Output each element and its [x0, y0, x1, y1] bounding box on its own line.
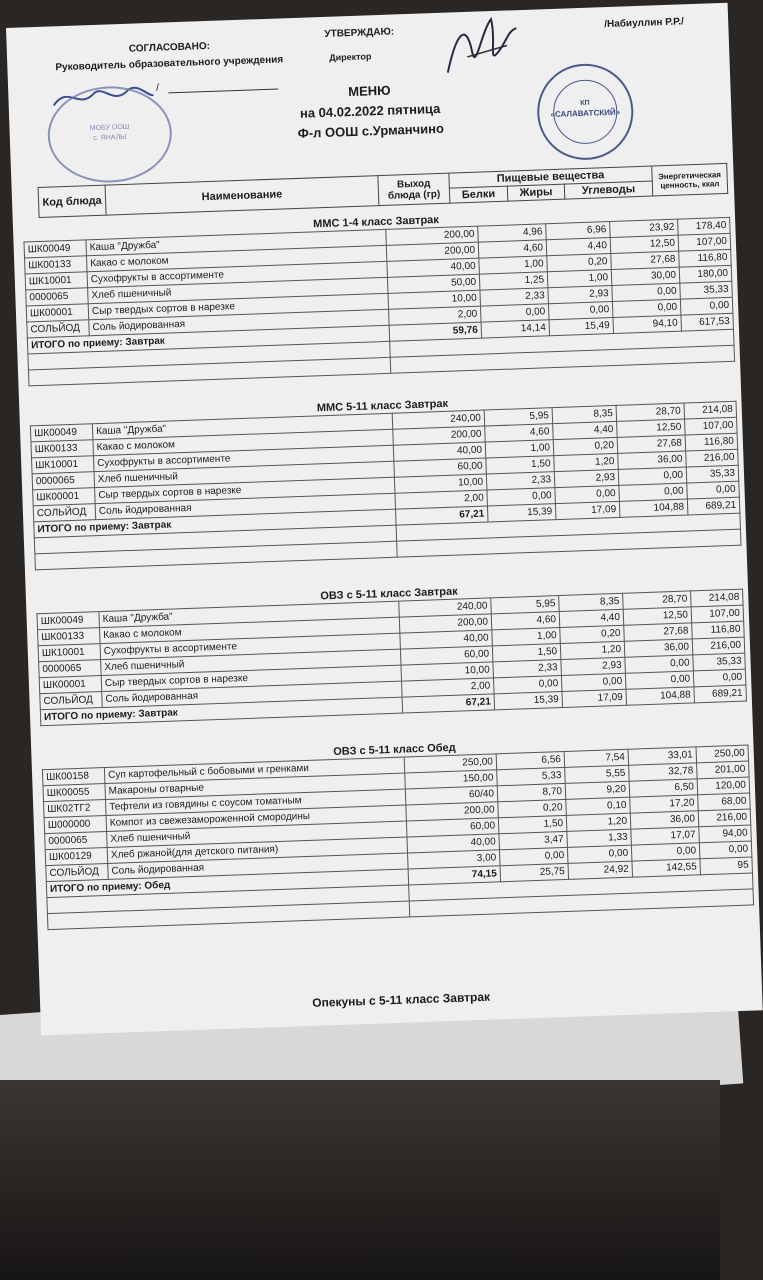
- menu-table: [23, 217, 735, 387]
- dish-code: ШК00001: [26, 304, 89, 322]
- dish-name: Сухофрукты в ассортименте: [100, 633, 400, 659]
- total-out: 67,21: [402, 694, 495, 713]
- dish-energy: 94,00: [699, 825, 752, 843]
- dish-output: 40,00: [393, 442, 486, 461]
- dish-code: ШК10001: [38, 644, 101, 662]
- dish-code: ШК00049: [30, 424, 93, 442]
- dish-code: ШК00049: [24, 240, 87, 258]
- dish-energy: 35,33: [686, 465, 739, 483]
- dish-energy: 68,00: [698, 793, 751, 811]
- dish-fat: 4,40: [559, 609, 624, 627]
- approve-label: УТВЕРЖДАЮ:: [324, 26, 395, 40]
- dish-carbs: 12,50: [610, 235, 679, 253]
- dish-fat: 1,20: [554, 453, 619, 471]
- dish-code: ШК00133: [38, 628, 101, 646]
- dish-carbs: 12,50: [617, 419, 686, 437]
- dish-name: Соль йодированная: [102, 681, 402, 707]
- dish-name: Компот из свежезамороженной смородины: [106, 805, 406, 831]
- dish-protein: 3,47: [499, 831, 568, 849]
- dish-fat: 0,00: [561, 673, 626, 691]
- dish-output: 60,00: [406, 818, 499, 837]
- dish-protein: 2,33: [493, 660, 562, 678]
- total-e: 95: [700, 857, 753, 875]
- col-energy: Энергетическая ценность, ккал: [652, 163, 728, 196]
- dish-output: 40,00: [400, 630, 493, 649]
- total-c: 142,55: [632, 859, 701, 877]
- dish-protein: 5,33: [497, 767, 566, 785]
- dish-output: 40,00: [407, 834, 500, 853]
- stamp-text-1: КП: [580, 99, 590, 108]
- col-protein: Белки: [449, 186, 507, 203]
- dish-energy: 250,00: [696, 745, 749, 763]
- dish-carbs: 0,00: [625, 655, 694, 673]
- dish-protein: 0,00: [480, 304, 549, 322]
- dish-code: 0000065: [32, 472, 95, 490]
- menu-table: [30, 401, 742, 571]
- dish-protein: 0,00: [487, 488, 556, 506]
- dish-carbs: 0,00: [612, 283, 681, 301]
- dish-fat: 0,00: [555, 485, 620, 503]
- dish-protein: 2,33: [486, 472, 555, 490]
- dish-carbs: 32,78: [629, 763, 698, 781]
- dish-output: 200,00: [399, 614, 492, 633]
- dish-fat: 1,20: [566, 813, 631, 831]
- school-stamp-text-2: с. ЯНАЛЫ: [93, 133, 127, 143]
- col-fat: Жиры: [507, 184, 565, 201]
- dish-protein: 0,00: [493, 676, 562, 694]
- dish-output: 10,00: [401, 662, 494, 681]
- dish-protein: 5,95: [484, 408, 553, 426]
- menu-section: [23, 203, 734, 387]
- dish-carbs: 28,70: [623, 591, 692, 609]
- total-p: 15,39: [487, 504, 556, 522]
- dish-name: Хлеб ржаной(для детского питания): [107, 837, 407, 863]
- dish-carbs: 6,50: [629, 779, 698, 797]
- dish-code: ШК10001: [32, 456, 95, 474]
- dish-carbs: 27,68: [617, 435, 686, 453]
- dish-output: 250,00: [404, 754, 497, 773]
- dish-code: ШК00158: [42, 768, 105, 786]
- menu-table: [42, 745, 754, 931]
- dish-protein: 1,50: [498, 815, 567, 833]
- dish-energy: 0,00: [699, 841, 752, 859]
- dish-fat: 2,93: [554, 469, 619, 487]
- dish-energy: 178,40: [678, 217, 731, 235]
- dish-name: Тефтели из говядины с соусом томатным: [105, 789, 405, 815]
- dish-protein: 1,25: [479, 272, 548, 290]
- dish-energy: 0,00: [680, 297, 733, 315]
- dish-fat: 4,40: [553, 421, 618, 439]
- dish-output: 60,00: [394, 458, 487, 477]
- page-title: МЕНЮ: [348, 82, 391, 100]
- dish-protein: 0,00: [499, 847, 568, 865]
- dish-name: Хлеб пшеничный: [101, 649, 401, 675]
- dish-carbs: 0,00: [619, 483, 688, 501]
- dish-protein: 1,50: [492, 644, 561, 662]
- dish-code: ШК02ТГ2: [44, 799, 107, 817]
- menu-section: [29, 387, 740, 571]
- dish-code: 0000065: [39, 660, 102, 678]
- dish-energy: 180,00: [679, 265, 732, 283]
- dish-fat: 1,00: [547, 270, 612, 288]
- dish-carbs: 27,68: [611, 251, 680, 269]
- section-title: ММС 5-11 класс Завтрак: [316, 397, 449, 415]
- dish-carbs: 0,00: [631, 843, 700, 861]
- dish-energy: 0,00: [693, 669, 746, 687]
- dish-code: 0000065: [26, 288, 89, 306]
- total-label: ИТОГО по приему: Завтрак: [27, 325, 389, 354]
- col-name: Наименование: [105, 176, 379, 216]
- dish-output: 150,00: [405, 770, 498, 789]
- dish-code: ШК00129: [45, 847, 108, 865]
- dish-fat: 0,00: [548, 302, 613, 320]
- dish-name: Соль йодированная: [89, 309, 389, 335]
- total-f: 24,92: [568, 861, 633, 879]
- dish-output: 10,00: [394, 474, 487, 493]
- dish-name: Хлеб пшеничный: [88, 277, 388, 303]
- col-output: Выход блюда (гр): [378, 173, 450, 205]
- dish-output: 60,00: [400, 646, 493, 665]
- dish-energy: 35,33: [693, 653, 746, 671]
- dish-protein: 4,60: [478, 240, 547, 258]
- dish-protein: 5,95: [491, 596, 560, 614]
- dish-carbs: 0,00: [612, 299, 681, 317]
- dish-fat: 5,55: [565, 765, 630, 783]
- dish-protein: 8,70: [497, 783, 566, 801]
- dish-fat: 2,93: [561, 657, 626, 675]
- dish-output: 2,00: [395, 490, 488, 509]
- school-name: Ф-л ООШ с.Урманчино: [297, 120, 445, 141]
- dish-fat: 9,20: [565, 781, 630, 799]
- dish-protein: 1,00: [479, 256, 548, 274]
- total-c: 104,88: [619, 499, 688, 517]
- sig-slash: /: [156, 82, 160, 94]
- dish-energy: 35,33: [680, 281, 733, 299]
- dish-energy: 120,00: [697, 777, 750, 795]
- dish-name: Суп картофельный с бобовыми и гренками: [104, 757, 404, 783]
- total-f: 15,49: [549, 317, 614, 335]
- dish-name: Какао с молоком: [87, 245, 387, 271]
- total-p: 15,39: [494, 692, 563, 710]
- dish-carbs: 12,50: [623, 607, 692, 625]
- section-title: ОВЗ с 5-11 класс Завтрак: [320, 585, 458, 603]
- dish-output: 2,00: [389, 306, 482, 325]
- dish-output: 200,00: [386, 242, 479, 261]
- dish-output: 200,00: [393, 426, 486, 445]
- dish-fat: 6,96: [546, 222, 611, 240]
- dish-energy: 116,80: [692, 621, 745, 639]
- dish-code: ШК00049: [37, 612, 100, 630]
- dish-code: ШК00133: [25, 256, 88, 274]
- dish-name: Хлеб пшеничный: [107, 821, 407, 847]
- dish-carbs: 17,07: [631, 827, 700, 845]
- dish-fat: 8,35: [552, 405, 617, 423]
- dish-fat: 2,93: [548, 286, 613, 304]
- dish-protein: 1,00: [492, 628, 561, 646]
- dish-energy: 214,08: [684, 401, 737, 419]
- dish-fat: 1,20: [560, 641, 625, 659]
- section-title: ОВЗ с 5-11 класс Обед: [333, 741, 456, 759]
- menu-date: на 04.02.2022 пятница: [299, 100, 441, 121]
- total-p: 25,75: [500, 863, 569, 881]
- total-out: 59,76: [389, 322, 482, 341]
- col-code: Код блюда: [38, 185, 106, 217]
- total-label: ИТОГО по приему: Завтрак: [40, 697, 402, 726]
- dish-code: ШК10001: [25, 272, 88, 290]
- dish-carbs: 0,00: [618, 467, 687, 485]
- approver-name: /Набиуллин Р.Р./: [604, 16, 685, 31]
- dish-name: Сыр твердых сортов в нарезке: [88, 293, 388, 319]
- dish-protein: 0,20: [498, 799, 567, 817]
- dish-energy: 216,00: [692, 637, 745, 655]
- col-carbs: Углеводы: [564, 181, 653, 199]
- dish-code: ШК00133: [31, 440, 94, 458]
- dish-protein: 4,60: [491, 612, 560, 630]
- dish-energy: 0,00: [687, 481, 740, 499]
- menu-section: [41, 731, 753, 931]
- dish-energy: 201,00: [697, 761, 750, 779]
- dish-fat: 0,20: [560, 625, 625, 643]
- dish-output: 2,00: [402, 678, 495, 697]
- dish-fat: 8,35: [559, 593, 624, 611]
- dish-protein: 2,33: [480, 288, 549, 306]
- dish-name: Сухофрукты в ассортименте: [93, 445, 393, 471]
- dish-output: 200,00: [406, 802, 499, 821]
- dish-output: 240,00: [399, 598, 492, 617]
- total-c: 104,88: [626, 687, 695, 705]
- dish-code: СОЛЬЙОД: [40, 692, 103, 710]
- dish-name: Соль йодированная: [95, 493, 395, 519]
- total-e: 617,53: [681, 313, 734, 331]
- dish-output: 40,00: [387, 258, 480, 277]
- dish-code: СОЛЬЙОД: [46, 863, 109, 881]
- dish-carbs: 27,68: [624, 623, 693, 641]
- dish-name: Какао с молоком: [99, 617, 399, 643]
- dish-carbs: 36,00: [624, 639, 693, 657]
- total-c: 94,10: [613, 315, 682, 333]
- dish-protein: 4,96: [478, 224, 547, 242]
- dish-fat: 4,40: [546, 238, 611, 256]
- dish-name: Макароны отварные: [105, 773, 405, 799]
- dish-carbs: 23,92: [610, 219, 679, 237]
- dish-name: Сыр твердых сортов в нарезке: [101, 665, 401, 691]
- dish-energy: 116,80: [685, 433, 738, 451]
- dish-protein: 4,60: [485, 424, 554, 442]
- footer-section-title: Опекуны с 5-11 класс Завтрак: [312, 989, 491, 1010]
- col-nutrients: Пищевые вещества: [449, 166, 652, 188]
- menu-document: [6, 3, 763, 1036]
- dish-name: Каша "Дружба": [99, 601, 399, 627]
- dish-carbs: 36,00: [630, 811, 699, 829]
- dish-fat: 7,54: [564, 749, 629, 767]
- dish-code: СОЛЬЙОД: [33, 504, 96, 522]
- dish-name: Каша "Дружба": [86, 229, 386, 255]
- dish-carbs: 33,01: [628, 747, 697, 765]
- dish-code: ШК00055: [43, 784, 106, 802]
- dish-protein: 1,00: [485, 440, 554, 458]
- dish-output: 240,00: [392, 410, 485, 429]
- dish-fat: 0,10: [566, 797, 631, 815]
- dish-protein: 6,56: [496, 751, 565, 769]
- dish-code: ШК00001: [33, 488, 96, 506]
- dish-output: 10,00: [388, 290, 481, 309]
- dish-fat: 0,00: [567, 845, 632, 863]
- table-surface: [0, 1080, 720, 1280]
- school-stamp-text-1: МОБУ ООШ: [89, 123, 130, 133]
- section-title: ММС 1-4 класс Завтрак: [312, 214, 440, 231]
- dish-output: 200,00: [386, 226, 479, 245]
- menu-table: [36, 589, 747, 727]
- dish-output: 60/40: [405, 786, 498, 805]
- agreed-label: СОГЛАСОВАНО:: [128, 40, 211, 55]
- dish-name: Сухофрукты в ассортименте: [87, 261, 387, 287]
- dish-energy: 107,00: [685, 417, 738, 435]
- dish-carbs: 36,00: [618, 451, 687, 469]
- dish-code: 0000065: [45, 831, 108, 849]
- dish-energy: 107,00: [691, 605, 744, 623]
- dish-fat: 0,20: [553, 437, 618, 455]
- dish-energy: 216,00: [686, 449, 739, 467]
- dish-name: Хлеб пшеничный: [94, 461, 394, 487]
- dish-fat: 0,20: [547, 254, 612, 272]
- dish-name: Какао с молоком: [93, 429, 393, 455]
- dish-carbs: 28,70: [616, 403, 685, 421]
- dish-carbs: 0,00: [625, 671, 694, 689]
- total-out: 67,21: [396, 506, 489, 525]
- dish-name: Соль йодированная: [108, 853, 408, 879]
- dish-fat: 1,33: [567, 829, 632, 847]
- total-e: 689,21: [694, 685, 747, 703]
- total-label: ИТОГО по приему: Обед: [46, 869, 408, 898]
- dish-carbs: 17,20: [630, 795, 699, 813]
- dish-name: Каша "Дружба": [92, 413, 392, 439]
- dish-energy: 116,80: [679, 249, 732, 267]
- dish-energy: 107,00: [678, 233, 731, 251]
- total-f: 17,09: [555, 501, 620, 519]
- total-e: 689,21: [687, 497, 740, 515]
- dish-code: ШК00001: [39, 676, 102, 694]
- dish-output: 50,00: [387, 274, 480, 293]
- approve-role: Директор: [329, 51, 372, 63]
- dish-name: Сыр твердых сортов в нарезке: [95, 477, 395, 503]
- dish-energy: 216,00: [698, 809, 751, 827]
- dish-carbs: 30,00: [611, 267, 680, 285]
- total-label: ИТОГО по приему: Завтрак: [34, 509, 396, 538]
- dish-energy: 214,08: [691, 589, 744, 607]
- dish-code: Ш000000: [44, 815, 107, 833]
- total-f: 17,09: [562, 689, 627, 707]
- menu-section: [36, 575, 746, 727]
- total-out: 74,15: [408, 866, 501, 885]
- agreed-role: Руководитель образовательного учреждения: [55, 54, 284, 74]
- dish-protein: 1,50: [486, 456, 555, 474]
- total-p: 14,14: [481, 320, 550, 338]
- dish-output: 3,00: [408, 850, 501, 869]
- dish-code: СОЛЬЙОД: [27, 320, 90, 338]
- stamp-text-2: «САЛАВАТСКИЙ»: [550, 107, 621, 120]
